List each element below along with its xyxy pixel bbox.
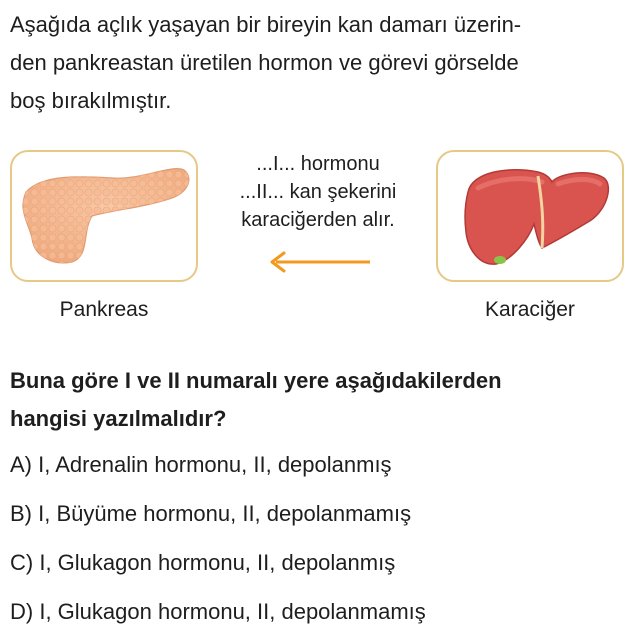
left-arrow-icon (268, 250, 372, 274)
intro-line: boş bırakılmıştır. (10, 88, 172, 113)
option-letter: C) (10, 550, 34, 575)
question-line: Buna göre I ve II numaralı yere aşağıdakilerden (10, 368, 502, 393)
pancreas-label: Pankreas (59, 298, 149, 321)
option-text: I, Adrenalin hormonu, II, depolanmış (38, 452, 392, 477)
description-line: ...I... hormonu (256, 153, 380, 175)
liver-illustration (438, 152, 622, 280)
option-letter: D) (10, 599, 34, 624)
hormone-description (208, 150, 428, 234)
intro-line: Aşağıda açlık yaşayan bir bireyin kan damarı üzerin- (10, 12, 522, 37)
question-text (10, 362, 630, 438)
option-b[interactable] (10, 501, 411, 527)
option-a[interactable] (10, 452, 392, 478)
option-c[interactable] (10, 550, 395, 576)
option-letter: B) (10, 501, 32, 526)
option-text: I, Büyüme hormonu, II, depolanmamış (38, 501, 412, 526)
intro-line: den pankreastan üretilen hormon ve görevi görselde (10, 50, 519, 75)
pancreas-box (10, 150, 198, 282)
question-line: hangisi yazılmalıdır? (10, 406, 227, 431)
description-line: karaciğerden alır. (241, 209, 395, 231)
pancreas-illustration (12, 152, 196, 280)
option-letter: A) (10, 452, 32, 477)
description-line: ...II... kan şekerini (239, 181, 397, 203)
liver-label: Karaciğer (485, 298, 575, 321)
option-text: I, Glukagon hormonu, II, depolanmamış (39, 599, 426, 624)
intro-paragraph (10, 6, 630, 120)
option-text: I, Glukagon hormonu, II, depolanmış (39, 550, 396, 575)
option-d[interactable] (10, 599, 426, 625)
liver-box (436, 150, 624, 282)
